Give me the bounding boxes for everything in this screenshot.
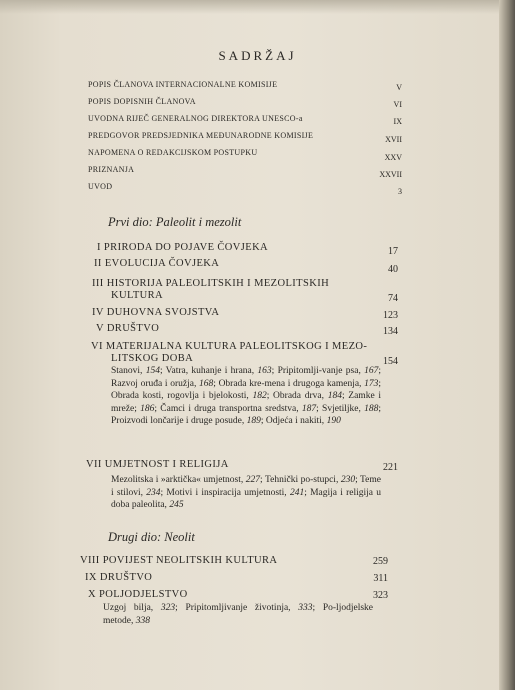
toc-entry: NAPOMENA O REDAKCIJSKOM POSTUPKU bbox=[88, 148, 258, 157]
chapter-page: 154 bbox=[383, 356, 398, 367]
toc-entry: UVOD bbox=[88, 182, 113, 191]
part-title: Prvi dio: Paleolit i mezolit bbox=[108, 215, 242, 229]
chapter-title: VI MATERIJALNA KULTURA PALEOLITSKOG I MEZO- bbox=[91, 341, 368, 352]
toc-entry: PREDGOVOR PREDSJEDNIKA MEĐUNARODNE KOMISIJE bbox=[88, 131, 314, 140]
chapter-title: IX DRUŠTVO bbox=[85, 572, 153, 583]
page-title: SADRŽAJ bbox=[218, 48, 297, 63]
chapter-title-cont: KULTURA bbox=[111, 290, 163, 301]
chapter-page: 40 bbox=[388, 264, 398, 275]
toc-page: V bbox=[396, 83, 402, 92]
chapter-title: VIII POVIJEST NEOLITSKIH KULTURA bbox=[80, 555, 278, 566]
page-shadow bbox=[0, 0, 515, 14]
chapter-title: V DRUŠTVO bbox=[96, 323, 160, 334]
chapter-page: 221 bbox=[383, 462, 398, 473]
toc-entry: UVODNA RIJEČ GENERALNOG DIREKTORA UNESCO-a bbox=[88, 114, 303, 123]
toc-page: IX bbox=[393, 117, 402, 126]
toc-page: VI bbox=[393, 100, 402, 109]
part-title: Drugi dio: Neolit bbox=[108, 530, 195, 544]
toc-page: XXV bbox=[384, 153, 402, 162]
chapter-7-sections: Mezolitska i »arktička« umjetnost, 227; Tehnički po-stupci, 230; Teme i stilovi, 234; Motivi i inspiracija umjetnosti, 241; Magija i religija u doba paleolita, 245 bbox=[111, 475, 382, 511]
toc-page: 3 bbox=[398, 187, 402, 196]
chapter-title: I PRIRODA DO POJAVE ČOVJEKA bbox=[97, 242, 269, 253]
chapter-title: VII UMJETNOST I RELIGIJA bbox=[86, 459, 229, 470]
chapter-10-sections: Uzgoj bilja, 323; Pripitomljivanje životinja, 333; Po-ljodjelske metode, 338 bbox=[103, 603, 373, 626]
chapter-6-sections: Stanovi, 154; Vatra, kuhanje i hrana, 163; Pripitomlji-vanje psa, 167; Razvoj oruđa i oružja, 168; Obrada kre-mena i drugoga kamenja, 173; Obrada kosti, rogovlja i bjelokosti, 182; Obrada drva, 184; Zamke i mreže; 186; Čamci i druga transportna sredstva, 187; Svjetiljke, 188; Proizvodi lončarije i druge posude, 189; Odjeća i nakiti, 190 bbox=[111, 366, 382, 427]
toc-page: XVII bbox=[385, 135, 402, 144]
chapter-title: X POLJODJELSTVO bbox=[88, 589, 188, 600]
toc-entry: POPIS DOPISNIH ČLANOVA bbox=[88, 97, 196, 106]
page-edge bbox=[499, 0, 515, 690]
toc-entry: PRIZNANJA bbox=[88, 165, 135, 174]
chapter-title: II EVOLUCIJA ČOVJEKA bbox=[94, 258, 220, 269]
chapter-page: 323 bbox=[373, 590, 388, 601]
chapter-page: 74 bbox=[388, 293, 398, 304]
chapter-title: III HISTORIJA PALEOLITSKIH I MEZOLITSKIH bbox=[92, 278, 330, 289]
chapter-page: 17 bbox=[388, 246, 398, 257]
chapter-title: IV DUHOVNA SVOJSTVA bbox=[92, 307, 220, 318]
chapter-page: 311 bbox=[373, 573, 388, 584]
chapter-page: 123 bbox=[383, 310, 398, 321]
chapter-page: 259 bbox=[373, 556, 388, 567]
toc-entry: POPIS ČLANOVA INTERNACIONALNE KOMISIJE bbox=[88, 80, 278, 89]
chapter-page: 134 bbox=[383, 326, 398, 337]
toc-page: XXVII bbox=[379, 170, 402, 179]
chapter-title-cont: LITSKOG DOBA bbox=[111, 353, 194, 364]
